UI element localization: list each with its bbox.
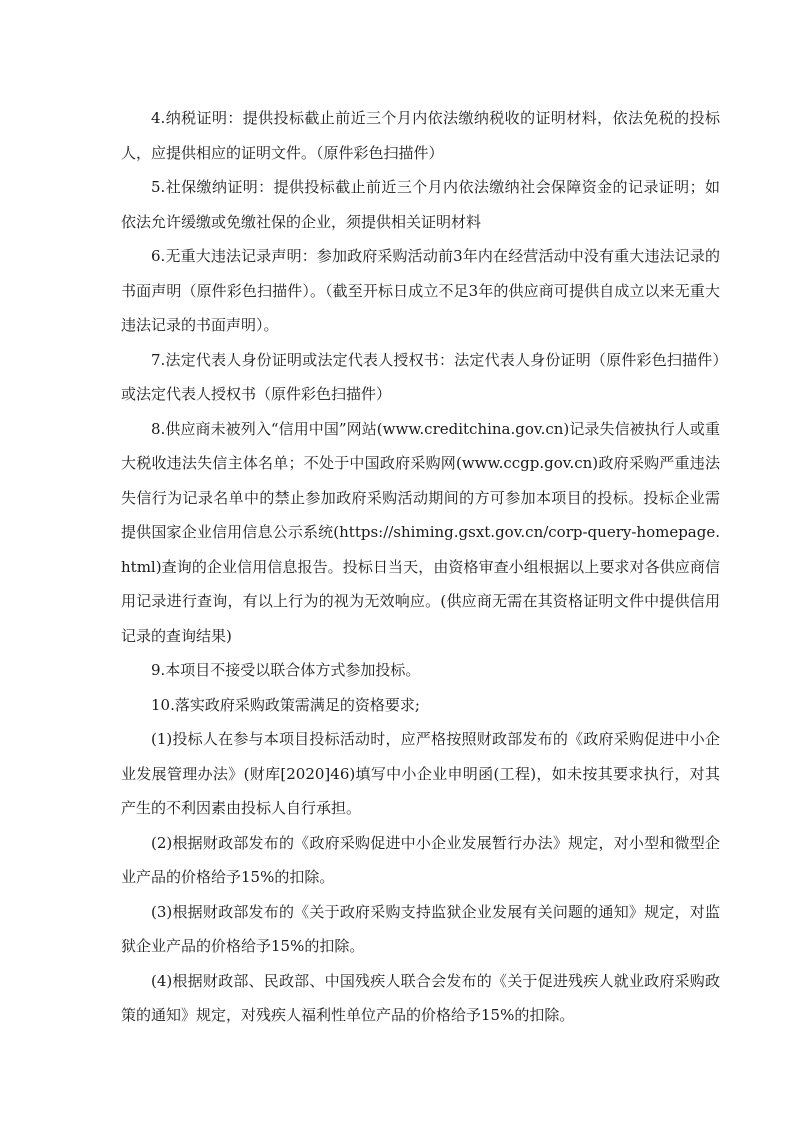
paragraph-credit-record: 8.供应商未被列入“信用中国”网站(www.creditchina.gov.cn)记录失信被执行人或重大税收违法失信主体名单；不处于中国政府采购网(www.ccgp.gov.cn)政府采购严重违法失信行为记录名单中的禁止参加政府采购活动期间的方可参加本项目的投标。投标企业需提供国家企业信用信息公示系统(https://shiming.gsxt.gov.cn/corp-query-homepage.html)查询的企业信用信息报告。投标日当天，由资格审查小组根据以上要求对各供应商信用记录进行查询，有以上行为的视为无效响应。(供应商无需在其资格证明文件中提供信用记录的查询结果) bbox=[121, 419, 720, 645]
paragraph-small-micro-discount: (2)根据财政部发布的《政府采购促进中小企业发展暂行办法》规定，对小型和微型企业产品的价格给予15%的扣除。 bbox=[121, 833, 720, 886]
paragraph-legal-representative: 7.法定代表人身份证明或法定代表人授权书：法定代表人身份证明（原件彩色扫描件）或法定代表人授权书（原件彩色扫描件） bbox=[121, 350, 720, 403]
paragraph-no-violation-statement: 6.无重大违法记录声明：参加政府采购活动前3年内在经营活动中没有重大违法记录的书面声明（原件彩色扫描件）。（截至开标日成立不足3年的供应商可提供自成立以来无重大违法记录的书面声明）。 bbox=[121, 247, 720, 334]
paragraph-social-security: 5.社保缴纳证明：提供投标截止前近三个月内依法缴纳社会保障资金的记录证明；如依法允许缓缴或免缴社保的企业，须提供相关证明材料 bbox=[121, 178, 720, 231]
document-body bbox=[121, 101, 720, 1033]
paragraph-disabled-welfare-discount: (4)根据财政部、民政部、中国残疾人联合会发布的《关于促进残疾人就业政府采购政策的通知》规定，对残疾人福利性单位产品的价格给予15%的扣除。 bbox=[121, 971, 720, 1024]
paragraph-tax-certificate: 4.纳税证明：提供投标截止前近三个月内依法缴纳税收的证明材料，依法免税的投标人，应提供相应的证明文件。（原件彩色扫描件） bbox=[121, 109, 720, 162]
paragraph-sme-declaration: (1)投标人在参与本项目投标活动时，应严格按照财政部发布的《政府采购促进中小企业发展管理办法》(财库[2020]46)填写中小企业申明函(工程)，如未按其要求执行，对其产生的不利因素由投标人自行承担。 bbox=[121, 730, 720, 817]
paragraph-policy-requirements: 10.落实政府采购政策需满足的资格要求; bbox=[151, 695, 420, 714]
paragraph-no-consortium: 9.本项目不接受以联合体方式参加投标。 bbox=[151, 661, 421, 679]
paragraph-prison-enterprise-discount: (3)根据财政部发布的《关于政府采购支持监狱企业发展有关问题的通知》规定，对监狱企业产品的价格给予15%的扣除。 bbox=[121, 902, 720, 955]
